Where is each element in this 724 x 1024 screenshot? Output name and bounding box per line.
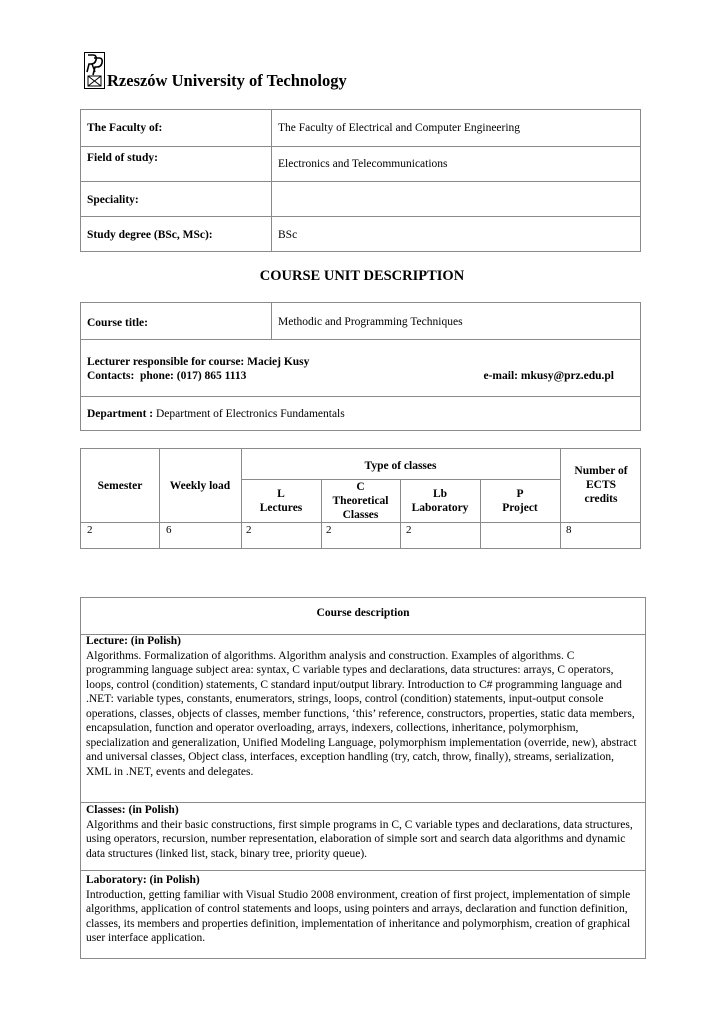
laboratory-name: Laboratory	[411, 502, 469, 514]
lecture-heading: Lecture: (in Polish)	[86, 635, 181, 647]
theoretical-classes-header	[321, 480, 400, 522]
classes-heading: Classes: (in Polish)	[86, 804, 179, 816]
field-of-study-label: Field of study:	[87, 152, 158, 164]
table-row	[81, 396, 640, 431]
laboratory-description	[86, 873, 639, 946]
study-degree-label: Study degree (BSc, MSc):	[87, 229, 213, 241]
course-title-value: Methodic and Programming Techniques	[278, 316, 463, 328]
lecture-description	[86, 634, 639, 779]
type-of-classes-header: Type of classes	[364, 460, 437, 472]
course-description-table	[80, 597, 646, 959]
semester-value: 2	[87, 524, 93, 536]
field-of-study-value: Electronics and Telecommunications	[278, 158, 448, 170]
laboratory-header	[400, 487, 480, 515]
department-value: Department of Electronics Fundamentals	[155, 408, 345, 420]
project-header	[480, 487, 560, 515]
table-row	[81, 339, 640, 396]
faculty-label: The Faculty of:	[87, 122, 163, 134]
section-title: COURSE UNIT DESCRIPTION	[259, 268, 465, 284]
faculty-info-table	[80, 109, 641, 252]
lecturer-line: Lecturer responsible for course: Maciej Kusy	[87, 356, 310, 368]
laboratory-heading: Laboratory: (in Polish)	[86, 874, 200, 886]
theoretical-value: 2	[326, 524, 332, 536]
weekly-load-value: 6	[166, 524, 172, 536]
weekly-load-header: Weekly load	[169, 480, 231, 492]
table-row	[81, 216, 640, 251]
laboratory-code: Lb	[432, 488, 448, 500]
table-row	[81, 146, 640, 181]
speciality-label: Speciality:	[87, 194, 139, 206]
study-degree-value: BSc	[278, 229, 298, 241]
theoretical-code: C	[356, 481, 365, 493]
ects-header	[560, 464, 642, 506]
lectures-code: L	[277, 488, 285, 500]
course-info-table	[80, 302, 641, 431]
lectures-header	[241, 487, 321, 515]
ects-header-line: Number of	[574, 465, 628, 477]
table-row	[81, 181, 640, 216]
university-title: Rzeszów University of Technology	[107, 71, 347, 90]
table-row	[81, 110, 640, 146]
department-label: Department :	[87, 408, 154, 420]
ects-header-line: credits	[584, 493, 618, 505]
table-row	[81, 303, 640, 339]
laboratory-body: Introduction, getting familiar with Visual Studio 2008 environment, creation of first project, implementation of simple algorithms, application of control statements and loops, using pointers and arrays, declaration and function definition, classes, its members and properties definition, implementation of inheritance and polymorphism, creation of graphical user interface application.	[86, 888, 631, 944]
course-description-title: Course description	[316, 607, 410, 619]
contacts-line: Contacts: phone: (017) 865 1113	[87, 370, 247, 382]
lectures-value: 2	[246, 524, 252, 536]
department-row	[87, 407, 345, 421]
ects-value: 8	[566, 524, 572, 536]
lectures-name: Lectures	[259, 502, 303, 514]
email-line: e-mail: mkusy@prz.edu.pl	[483, 370, 614, 382]
classes-description	[86, 803, 639, 861]
university-logo-icon	[84, 52, 105, 89]
project-code: P	[516, 488, 524, 500]
lecture-body: Algorithms. Formalization of algorithms. Algorithm analysis and construction. Examples of algorithms. C programming language subject area: syntax, C variable types and declarations, data structures: arrays, C operators, loops, control (condition) statements, C standard input/output library. Introduction to C# programming language and .NET: variable types, constants, enumerators, strings, loops, control (condition) statements, input-output console operations, classes, objects of classes, member functions, ‘this’ reference, constructors, properties, static data members, encapsulation, function and operator overloading, arrays, indexers, collections, inheritance, polymorphism, specialization and generalization, Unified Modeling Language, polymorphism implementation (override, new), abstract and universal classes, Object class, interfaces, exception handling (try, catch, throw, finally), streams, serialization, XML in .NET, events and delegates.	[86, 649, 637, 778]
faculty-value: The Faculty of Electrical and Computer Engineering	[278, 122, 521, 134]
laboratory-value: 2	[406, 524, 412, 536]
theoretical-name: Classes	[342, 509, 379, 521]
semester-header: Semester	[97, 480, 143, 492]
theoretical-name: Theoretical	[332, 495, 389, 507]
classes-body: Algorithms and their basic constructions, first simple programs in C, C variable types and declarations, data structures, using operators, recursion, number representation, elaboration of simple sort and search data algorithms and dynamic data structures (linked list, stack, binary tree, priority queue).	[86, 818, 633, 860]
project-name: Project	[502, 502, 538, 514]
ects-header-line: ECTS	[585, 479, 617, 491]
course-title-label: Course title:	[87, 317, 148, 329]
classes-table	[80, 448, 641, 549]
